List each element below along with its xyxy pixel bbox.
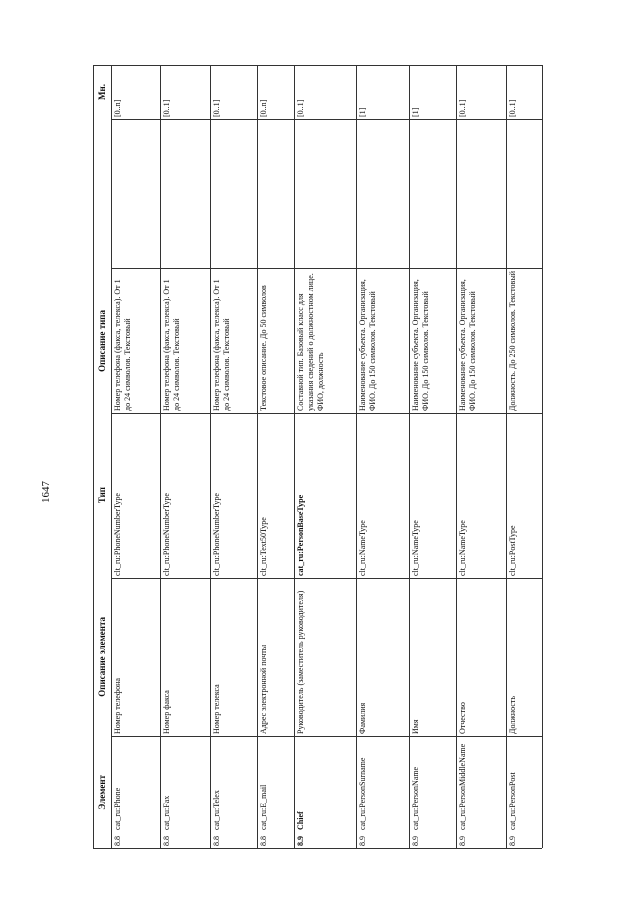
row-type: cat_ru:PersonBaseType [296,494,305,576]
row-type: clt_ru:PhoneNumberType [113,493,122,576]
data-table [93,65,542,848]
row-type-desc: Номер телефона (факса, телекса). От 1 до 24 символов. Текстовый [113,279,132,411]
row-number: 8.8 [259,836,268,846]
row-element: cat_ru:Phone [113,787,122,830]
row-type: clt_ru:PostType [508,525,517,576]
row-type-desc: Должность. До 250 символов. Текстовый [508,271,517,411]
row-multiplicity: [0..1] [212,99,221,117]
row-type-desc: Номер телефона (факса, телекса). От 1 до 24 символов. Текстовый [212,279,231,411]
row-number: 8.8 [212,836,221,846]
row-element-desc: Фамилия [358,702,367,734]
header-multiplicity: Мн. [97,84,107,100]
row-element: cat_ru:Telex [212,790,221,830]
header-type-desc: Описание типа [97,309,107,372]
row-element-desc: Номер факса [162,690,171,734]
row-type: clt_ru:PhoneNumberType [162,493,171,576]
row-number: 8.8 [113,836,122,846]
row-element: cat_ru:Fax [162,795,171,830]
row-number: 8.9 [508,836,517,846]
row-type: clt_ru:PhoneNumberType [212,493,221,576]
row-number: 8.9 [296,836,305,846]
row-type-desc: Составной тип. Базовый класс для указания сведений о должностном лице. ФИО, должность [296,273,325,411]
header-element: Элемент [97,774,107,810]
row-element-desc: Должность [508,695,517,734]
row-number: 8.9 [411,836,420,846]
row-element-desc: Адрес электронной почты [259,644,268,734]
row-element-desc: Номер телефона [113,678,122,734]
row-element: cat_ru:PersonMiddleName [458,743,467,830]
row-element-desc: Номер телекса [212,684,221,734]
row-number: 8.9 [358,836,367,846]
row-type: clt_ru:NameType [358,520,367,576]
row-number: 8.8 [162,836,171,846]
row-element: cat_ru:E_mail [259,784,268,830]
row-multiplicity: [1] [411,107,420,117]
header-element-desc: Описание элемента [97,617,107,697]
header-type: Тип [97,487,107,504]
row-type: clt_ru:Text50Type [259,517,268,576]
row-element-desc: Руководитель (заместитель руководителя) [296,590,305,734]
row-type: clt_ru:NameType [458,520,467,576]
row-element: cat_ru:PersonSurname [358,757,367,830]
row-multiplicity: [0..1] [296,99,305,117]
row-element: cat_ru:PersonPost [508,772,517,830]
row-type-desc: Наименование субъекта. Организация, ФИО. До 150 символов. Текстовый [458,279,477,411]
row-type-desc: Номер телефона (факса, телекса). От 1 до 24 символов. Текстовый [162,279,181,411]
row-type-desc: Наименование субъекта. Организация, ФИО. До 150 символов. Текстовый [358,279,377,411]
row-multiplicity: [0..n] [259,99,268,117]
row-element-desc: Имя [411,719,420,734]
row-type-desc: Текстовое описание. До 50 символов [259,285,268,411]
row-multiplicity: [0..1] [162,99,171,117]
row-multiplicity: [0..1] [458,99,467,117]
row-element-desc: Отчество [458,702,467,734]
row-type-desc: Наименование субъекта. Организация, ФИО. До 150 символов. Текстовый [411,279,430,411]
row-multiplicity: [1] [358,107,367,117]
row-multiplicity: [0..1] [508,99,517,117]
page-number: 1647 [40,481,52,503]
row-element: Chief [296,811,305,830]
row-element: cat_ru:PersonName [411,766,420,830]
row-type: clt_ru:NameType [411,520,420,576]
row-multiplicity: [0..n] [113,99,122,117]
row-number: 8.9 [458,836,467,846]
